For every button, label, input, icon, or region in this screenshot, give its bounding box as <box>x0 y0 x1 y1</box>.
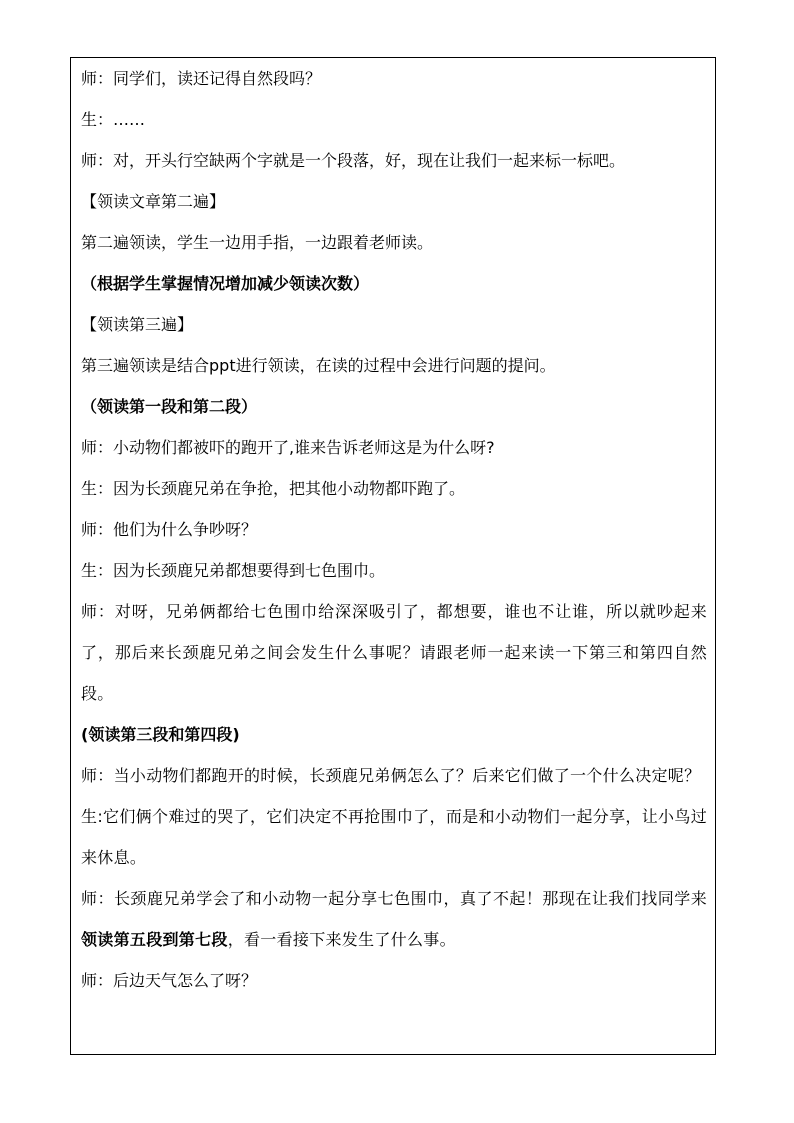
dialogue-teacher-5: 师：对呀，兄弟俩都给七色围巾给深深吸引了，都想要，谁也不让谁，所以就吵起来了，那后来长颈鹿兄弟之间会发生什么事呢？请跟老师一起来读一下第三和第四自然段。 <box>81 602 707 703</box>
teacher-7-text-before: 师：长颈鹿兄弟学会了和小动物一起分享七色围巾，真了不起！那现在让我们找同学来 <box>81 889 707 908</box>
dialogue-teacher-8: 师：后边天气怎么了呀？ <box>81 971 258 990</box>
dialogue-teacher-4: 师：他们为什么争吵呀？ <box>81 520 258 539</box>
instruction-third-reading: 第三遍领读是结合ppt进行领读，在读的过程中会进行问题的提问。 <box>81 356 556 375</box>
note-reading-count: （根据学生掌握情况增加减少领读次数） <box>81 274 370 293</box>
teacher-7-text-after: ，看一看接下来发生了什么事。 <box>227 930 456 949</box>
dialogue-teacher-7 <box>81 878 707 960</box>
instruction-second-reading: 第二遍领读，学生一边用手指，一边跟着老师读。 <box>81 233 434 252</box>
teacher-7-text-bold: 领读第五段到第七段 <box>81 930 228 949</box>
dialogue-teacher-6: 师：当小动物们都跑开的时候，长颈鹿兄弟俩怎么了？后来它们做了一个什么决定呢？ <box>81 766 701 785</box>
dialogue-student-4: 生:它们俩个难过的哭了，它们决定不再抢围巾了，而是和小动物们一起分享，让小鸟过来休息。 <box>81 807 707 867</box>
subheading-paragraphs-1-2: （领读第一段和第二段） <box>81 397 258 416</box>
lesson-text-content <box>81 58 707 1001</box>
section-heading-third-reading: 【领读第三遍】 <box>81 315 194 334</box>
dialogue-teacher-2: 师：对，开头行空缺两个字就是一个段落，好，现在让我们一起来标一标吧。 <box>81 151 626 170</box>
section-heading-second-reading: 【领读文章第二遍】 <box>81 192 226 211</box>
dialogue-student-3: 生：因为长颈鹿兄弟都想要得到七色围巾。 <box>81 561 386 580</box>
dialogue-student-2: 生：因为长颈鹿兄弟在争抢，把其他小动物都吓跑了。 <box>81 479 466 498</box>
dialogue-teacher-3: 师：小动物们都被吓的跑开了,谁来告诉老师这是为什么呀? <box>81 438 495 457</box>
lesson-plan-table-cell <box>70 57 716 1055</box>
dialogue-teacher-1: 师：同学们，读还记得自然段吗？ <box>81 69 322 88</box>
subheading-paragraphs-3-4: (领读第三段和第四段) <box>81 725 240 744</box>
dialogue-student-1: 生：…… <box>81 110 146 129</box>
